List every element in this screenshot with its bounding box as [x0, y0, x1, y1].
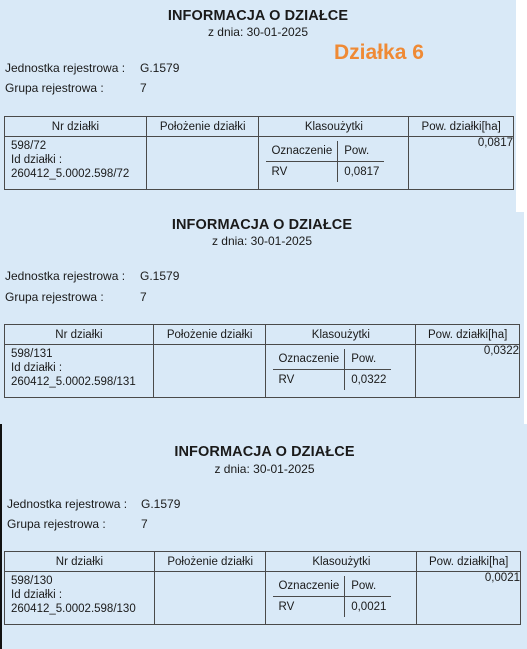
- klasy-table: [273, 349, 391, 390]
- section-title: INFORMACJA O DZIAŁCE: [167, 8, 349, 24]
- klasouzytki-cell: [266, 572, 417, 625]
- header-nr-dzialki: Nr działki: [5, 552, 155, 572]
- grupa-label: Grupa rejestrowa :: [5, 81, 104, 95]
- header-pow-dzialki: Pow. działki[ha]: [417, 552, 521, 572]
- id-value: 260412_5.0002.598/130: [11, 603, 136, 615]
- klasa-oznaczenie: RV: [273, 370, 344, 391]
- jednostka-label: Jednostka rejestrowa :: [7, 497, 128, 511]
- pow-dzialki-value: 0,0322: [416, 345, 520, 398]
- pow-dzialki-value: 0,0817: [409, 137, 514, 190]
- grupa-value: 7: [140, 290, 147, 304]
- klasa-oznaczenie: RV: [273, 597, 344, 618]
- klasy-header-pow: Pow.: [345, 349, 392, 370]
- klasy-header-pow: Pow.: [345, 576, 392, 597]
- grupa-value: 7: [141, 517, 148, 531]
- parcel-table: [4, 116, 514, 190]
- header-klasouzytki: Klasoużytki: [266, 552, 417, 572]
- header-polozenie: Położenie działki: [154, 552, 266, 572]
- grupa-label: Grupa rejestrowa :: [7, 517, 106, 531]
- parcel-table: [4, 551, 521, 625]
- jednostka-label: Jednostka rejestrowa :: [5, 61, 126, 75]
- section-date: z dnia: 30-01-2025: [214, 462, 315, 476]
- jednostka-value: G.1579: [140, 269, 180, 283]
- panel-edge: [516, 0, 527, 212]
- pow-dzialki-value: 0,0021: [417, 572, 521, 625]
- klasa-pow: 0,0322: [351, 374, 387, 386]
- header-polozenie: Położenie działki: [146, 117, 259, 137]
- parcel-info-section-2: [0, 212, 524, 424]
- section-title: INFORMACJA O DZIAŁCE: [171, 217, 353, 233]
- klasy-header-oznaczenie: Oznaczenie: [273, 349, 344, 370]
- nr-dzialki-cell: [5, 572, 155, 625]
- nr-dzialki-cell: [5, 345, 154, 398]
- parcel-table: [4, 324, 520, 398]
- id-label: Id działki :: [11, 362, 63, 374]
- header-klasouzytki: Klasoużytki: [259, 117, 409, 137]
- klasouzytki-cell: [266, 345, 416, 398]
- id-label: Id działki :: [11, 154, 63, 166]
- klasa-oznaczenie: RV: [266, 162, 337, 183]
- header-pow-dzialki: Pow. działki[ha]: [409, 117, 514, 137]
- klasy-header-oznaczenie: Oznaczenie: [266, 141, 337, 162]
- parcel-info-section-1: [0, 0, 516, 212]
- header-pow-dzialki: Pow. działki[ha]: [416, 325, 520, 345]
- id-value: 260412_5.0002.598/131: [11, 376, 136, 388]
- id-label: Id działki :: [11, 589, 63, 601]
- klasy-table: [273, 576, 391, 617]
- klasy-header-pow: Pow.: [338, 141, 385, 162]
- grupa-value: 7: [140, 81, 147, 95]
- section-title: INFORMACJA O DZIAŁCE: [174, 444, 355, 460]
- nr-dzialki-cell: [5, 137, 147, 190]
- jednostka-value: G.1579: [140, 61, 180, 75]
- parcel-number: 598/130: [11, 575, 53, 587]
- header-nr-dzialki: Nr działki: [5, 117, 147, 137]
- header-nr-dzialki: Nr działki: [5, 325, 154, 345]
- header-polozenie: Położenie działki: [153, 325, 266, 345]
- section-date: z dnia: 30-01-2025: [211, 234, 313, 248]
- jednostka-value: G.1579: [141, 497, 181, 511]
- polozenie-cell: [154, 572, 266, 625]
- klasa-pow: 0,0021: [351, 601, 387, 613]
- klasy-header-oznaczenie: Oznaczenie: [273, 576, 344, 597]
- polozenie-cell: [146, 137, 259, 190]
- klasouzytki-cell: [259, 137, 409, 190]
- klasa-pow: 0,0817: [344, 166, 380, 178]
- id-value: 260412_5.0002.598/72: [11, 168, 130, 180]
- klasy-table: [266, 141, 384, 182]
- parcel-number: 598/72: [11, 140, 47, 152]
- jednostka-label: Jednostka rejestrowa :: [5, 269, 126, 283]
- grupa-label: Grupa rejestrowa :: [5, 290, 104, 304]
- parcel-info-section-3: [2, 424, 527, 649]
- polozenie-cell: [153, 345, 266, 398]
- parcel-number: 598/131: [11, 348, 53, 360]
- annotation-label: Działka 6: [334, 41, 424, 64]
- header-klasouzytki: Klasoużytki: [266, 325, 416, 345]
- section-date: z dnia: 30-01-2025: [207, 25, 309, 39]
